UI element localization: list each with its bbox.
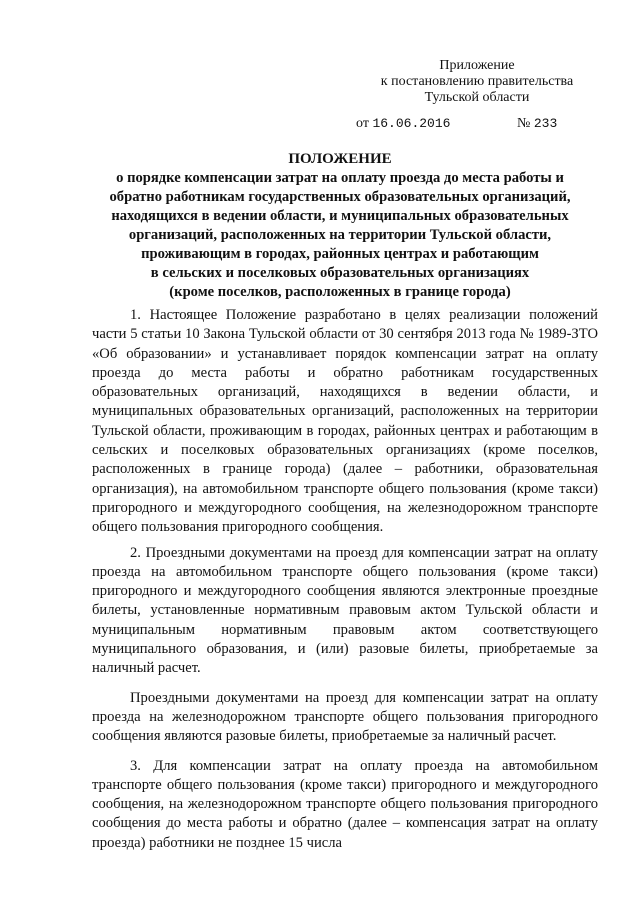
paragraph-2: 2. Проездными документами на проезд для компенсации затрат на оплату проезда на автомобильном транспорте общего пользования (кроме такси) пригородного и междугородного сообщения являются электронные проездные билеты, установленные нормативным правовым актом Тульской области и муниципальным нормативным правовым актом соответствующего муниципального образования, и (или) разовые билеты, приобретаемые за наличный расчет. xyxy=(92,544,598,677)
appendix-line: к постановлению правительства xyxy=(380,74,574,89)
paragraph-1: 1. Настоящее Положение разработано в целях реализации положений части 5 статьи 10 Закона Тульской области от 30 сентября 2013 года № 1989-ЗТО «Об образовании» и устанавливает порядок компенсации затрат на оплату проезда до места работы и обратно работникам государственных образовательных организаций, находящихся в ведении области, и муниципальных образовательных организаций, расположенных на территории Тульской области, проживающим в городах, районных центрах и работающим в сельских и поселковых образовательных организациях (кроме поселков, расположенных в границе города) (далее – работники, образовательная организация), на автомобильном транспорте общего пользования (кроме такси) пригородного и междугородного сообщения, на железнодорожном транспорте общего пользования пригородного сообщения. xyxy=(92,307,598,536)
title-line: находящихся в ведении области, и муниципальных образовательных xyxy=(111,208,569,224)
title-line: проживающим в городах, районных центрах и работающим xyxy=(141,246,539,262)
title-line: обратно работникам государственных образовательных организаций, xyxy=(109,189,571,205)
title-line: о порядке компенсации затрат на оплату проезда до места работы и xyxy=(116,170,564,186)
paragraph-2-continued: Проездными документами на проезд для компенсации затрат на оплату проезда на железнодорожном транспорте общего пользования пригородного сообщения являются разовые билеты, приобретаемые за наличный расчет. xyxy=(92,689,598,745)
title-line: (кроме поселков, расположенных в границе города) xyxy=(169,284,511,300)
number-value: 233 xyxy=(533,116,558,131)
document-body xyxy=(92,306,598,853)
date-prefix: от xyxy=(356,116,369,131)
appendix-line: Приложение xyxy=(439,58,515,73)
decree-number xyxy=(517,116,557,132)
decree-date xyxy=(356,116,450,132)
title-line: в сельских и поселковых образовательных организациях xyxy=(150,265,530,281)
paragraph-3: 3. Для компенсации затрат на оплату проезда на автомобильном транспорте общего пользования (кроме такси) пригородного и междугородного сообщения, на железнодорожном транспорте общего пользования пригородного сообщения до места работы и обратно (далее – компенсация затрат на оплату проезда) работники не позднее 15 числа xyxy=(92,757,598,851)
date-value: 16.06.2016 xyxy=(372,116,451,131)
title-heading: ПОЛОЖЕНИЕ xyxy=(288,151,392,167)
appendix-line: Тульской области xyxy=(424,90,530,105)
number-prefix: № xyxy=(517,116,531,131)
appendix-header xyxy=(352,58,602,106)
title-line: организаций, расположенных на территории Тульской области, xyxy=(128,227,552,243)
document-title xyxy=(90,150,590,302)
